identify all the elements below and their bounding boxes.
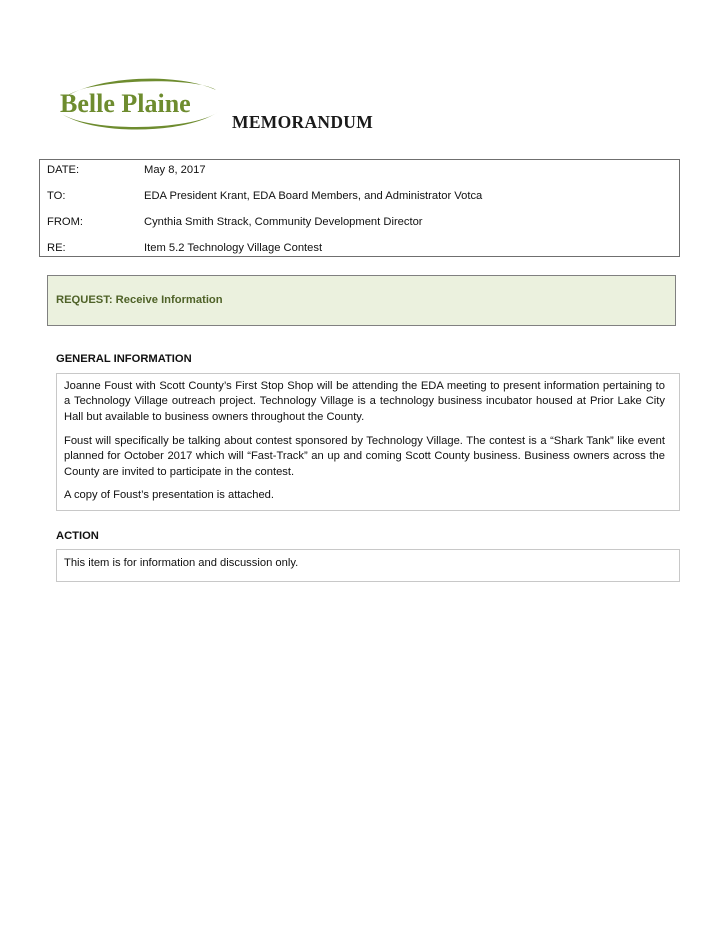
date-value: May 8, 2017 (144, 164, 206, 176)
from-row (47, 216, 423, 229)
date-row (47, 164, 206, 177)
request-box (47, 275, 676, 326)
request-text: REQUEST: Receive Information (56, 294, 223, 306)
to-label: TO: (47, 190, 66, 202)
action-box (56, 549, 680, 582)
belle-plaine-logo (56, 74, 222, 134)
to-row (47, 190, 482, 203)
action-heading: ACTION (56, 530, 99, 542)
general-information-box (56, 373, 680, 511)
from-label: FROM: (47, 216, 84, 228)
re-label: RE: (47, 242, 66, 254)
action-text: This item is for information and discussion only. (64, 557, 299, 569)
logo-wordmark: Belle Plaine (60, 89, 191, 118)
memo-title: MEMORANDUM (232, 112, 374, 132)
general-information-heading: GENERAL INFORMATION (56, 353, 192, 365)
re-value: Item 5.2 Technology Village Contest (144, 242, 323, 254)
general-information-paragraph-2: Foust will specifically be talking about contest sponsored by Technology Village. The contest is a “Shark Tank” like event planned for October 2017 which will “Fast-Track” an up and coming Scott County business. Business owners across the County are invited to participate in the contest. (64, 435, 665, 478)
date-label: DATE: (47, 164, 80, 176)
from-value: Cynthia Smith Strack, Community Development Director (144, 216, 423, 228)
to-value: EDA President Krant, EDA Board Members, and Administrator Votca (144, 190, 483, 202)
general-information-paragraph-1: Joanne Foust with Scott County’s First Stop Shop will be attending the EDA meeting to present information pertaining to a Technology Village outreach project. Technology Village is a technology business incubator housed at Prior Lake City Hall but available to business owners throughout the County. (64, 380, 665, 423)
general-information-paragraph-3: A copy of Foust’s presentation is attached. (64, 489, 274, 501)
re-row (47, 242, 322, 255)
